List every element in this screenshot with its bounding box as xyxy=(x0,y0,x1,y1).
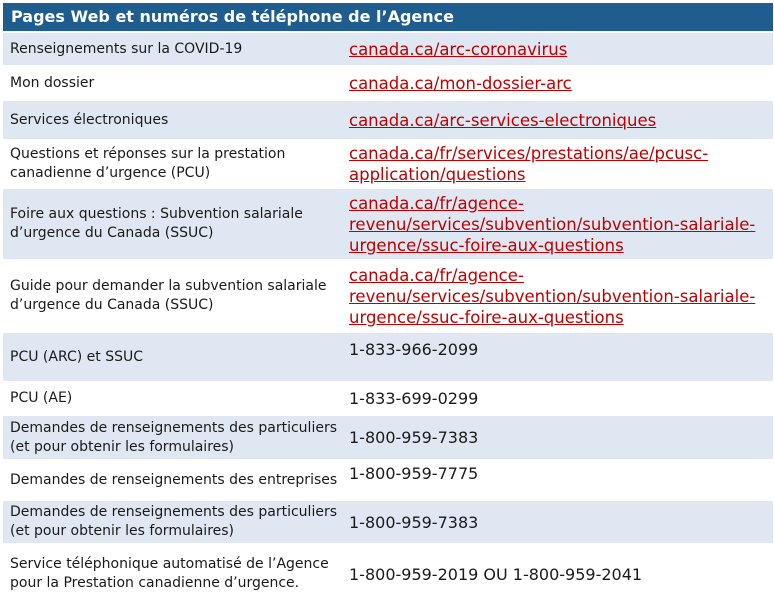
table-row xyxy=(3,331,773,381)
table-row xyxy=(3,459,773,499)
phone-number: 1-833-966-2099 xyxy=(349,340,479,359)
link-services-electroniques[interactable]: canada.ca/arc-services-electroniques xyxy=(349,110,657,130)
row-label: Demandes de renseignements des entreprises xyxy=(10,471,338,488)
phone-number: 1-800-959-7383 xyxy=(349,428,479,447)
table-row xyxy=(3,543,773,603)
table-row xyxy=(3,259,773,331)
contact-table xyxy=(3,3,773,603)
table-row xyxy=(3,499,773,543)
table-row xyxy=(3,99,773,139)
link-ssuc-faq[interactable]: canada.ca/fr/agence-revenu/services/subvention/subvention-salariale-urgence/ssuc-foire-aux-questions xyxy=(349,193,756,255)
table-row xyxy=(3,414,773,459)
row-label: Renseignements sur la COVID-19 xyxy=(10,40,243,57)
phone-number: 1-833-699-0299 xyxy=(349,389,479,408)
phone-number: 1-800-959-2019 OU 1-800-959-2041 xyxy=(349,564,643,584)
row-label: Questions et réponses sur la prestation canadienne d’urgence (PCU) xyxy=(10,146,286,181)
row-label: Guide pour demander la subvention salariale d’urgence du Canada (SSUC) xyxy=(10,278,327,313)
table-row xyxy=(3,187,773,259)
row-label: Demandes de renseignements des particuliers (et pour obtenir les formulaires) xyxy=(10,419,337,455)
row-label: Foire aux questions : Subvention salariale d’urgence du Canada (SSUC) xyxy=(10,206,303,241)
row-label: Services électroniques xyxy=(10,111,169,128)
row-label: Service téléphonique automatisé de l’Agence pour la Prestation canadienne d’urgence. xyxy=(10,556,329,591)
table-row xyxy=(3,381,773,414)
row-label: PCU (AE) xyxy=(10,390,73,406)
table-row xyxy=(3,31,773,65)
row-label: PCU (ARC) et SSUC xyxy=(10,348,144,365)
table-header: Pages Web et numéros de téléphone de l’Agence xyxy=(3,3,773,31)
row-label: Mon dossier xyxy=(10,74,95,91)
table-row xyxy=(3,65,773,99)
link-covid[interactable]: canada.ca/arc-coronavirus xyxy=(349,39,568,59)
link-ssuc-guide[interactable]: canada.ca/fr/agence-revenu/services/subvention/subvention-salariale-urgence/ssuc-foire-aux-questions xyxy=(349,265,756,327)
row-label: Demandes de renseignements des particuliers (et pour obtenir les formulaires) xyxy=(10,504,337,539)
table-row xyxy=(3,139,773,187)
phone-number: 1-800-959-7383 xyxy=(349,512,479,532)
link-mon-dossier[interactable]: canada.ca/mon-dossier-arc xyxy=(349,73,572,93)
phone-number: 1-800-959-7775 xyxy=(349,464,479,483)
link-pcu-questions[interactable]: canada.ca/fr/services/prestations/ae/pcusc-application/questions xyxy=(349,144,709,184)
